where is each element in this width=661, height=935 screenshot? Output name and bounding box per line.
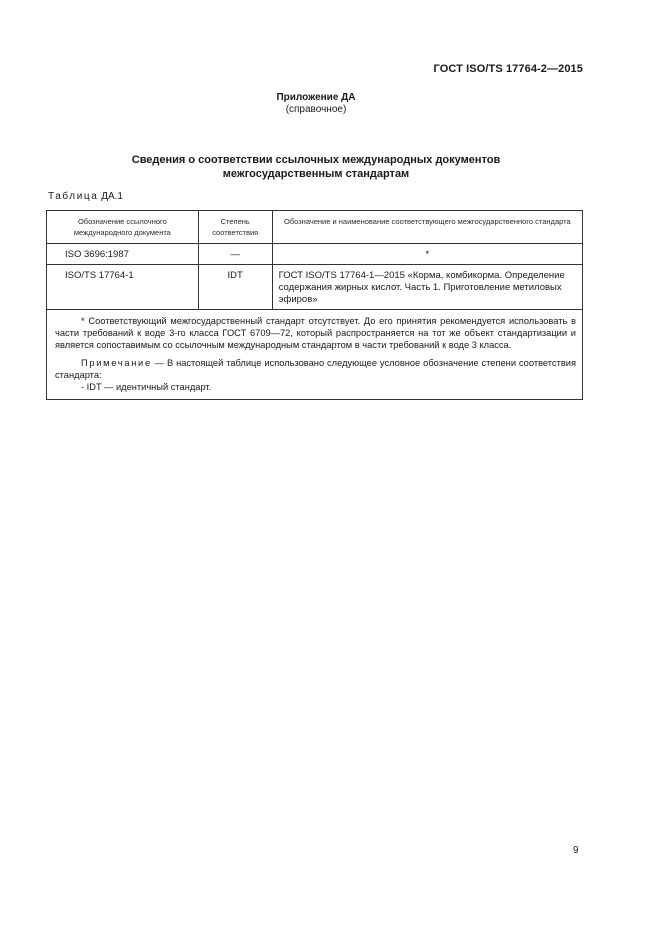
section-heading [0,153,632,181]
remark-item: - IDT — идентичный стандарт. [81,382,212,392]
table-footnote: * Соответствующий межгосударственный стандарт отсутствует. До его принятия рекомендуется использовать в части требований к воде 3-го класса ГОСТ 6709—72, который распространяется на тот же объект стандартизации и является сопоставимым со ссылочным международным стандартом в части требований к воде 3 класса. [55,316,576,350]
cell-document: ISO 3696:1987 [47,244,199,265]
remark-text: — В настоящей таблице использовано следующее условное обозначение степени соответствия стандарта: [55,358,576,380]
section-heading-line1: Сведения о соответствии ссылочных международных документов [131,154,501,166]
cell-standard: ГОСТ ISO/TS 17764-1—2015 «Корма, комбикорма. Определение содержания жирных кислот. Часть 1. Приготовление метиловых эфиров» [272,265,582,310]
section-heading-line2: межгосударственным стандартам [222,168,410,180]
correspondence-table [46,210,583,400]
table-caption-prefix: Таблица [48,191,99,202]
cell-standard: * [272,244,582,265]
column-header-degree: Степень соответствия [198,211,272,244]
cell-degree: IDT [198,265,272,310]
table-header-row [47,211,583,244]
cell-degree: — [198,244,272,265]
remark-label: Примечание [81,358,152,368]
cell-document: ISO/TS 17764-1 [47,265,199,310]
column-header-standard: Обозначение и наименование соответствующего межгосударственного стандарта [272,211,582,244]
table-remark [55,357,576,381]
table-caption-number: ДА.1 [101,191,123,202]
column-header-document: Обозначение ссылочного международного документа [47,211,199,244]
table-note-row [47,310,583,400]
table-note [47,310,583,400]
table-row [47,265,583,310]
table-caption [48,191,123,202]
standard-code: ГОСТ ISO/TS 17764-2—2015 [433,63,583,75]
appendix-title: Приложение ДА [276,92,356,103]
page-number: 9 [573,845,579,856]
table-row [47,244,583,265]
appendix-subtitle: (справочное) [285,104,347,115]
appendix-heading [0,92,632,116]
